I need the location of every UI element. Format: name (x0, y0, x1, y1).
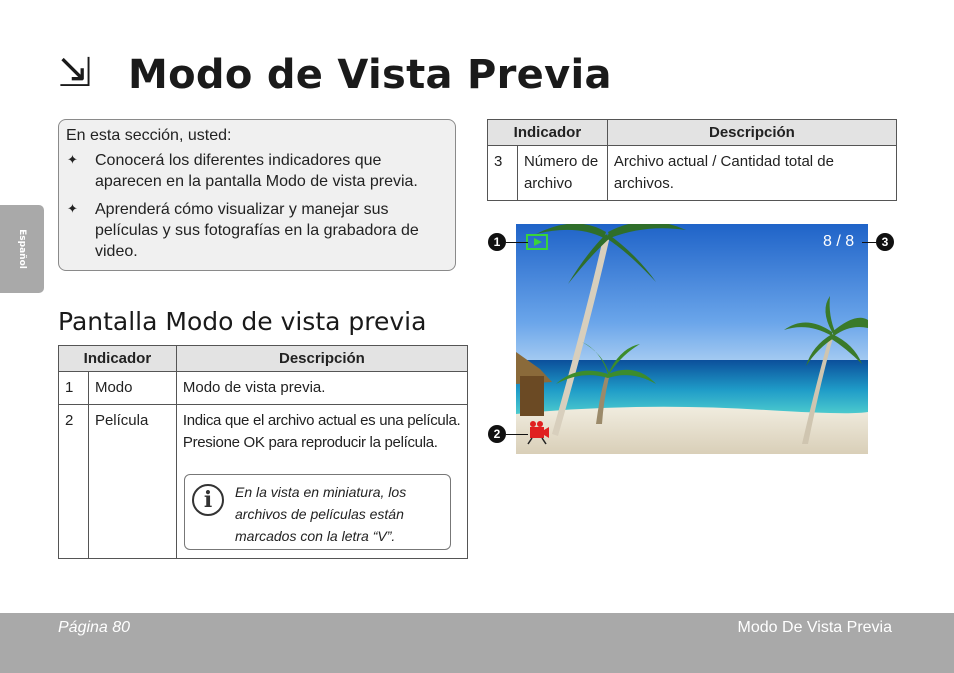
row-number: 2 (59, 405, 89, 559)
table-row (488, 146, 897, 201)
bullet-star-icon: ✦ (67, 153, 78, 168)
callout-line-2 (506, 434, 528, 435)
preview-screen-photo (516, 224, 868, 454)
header-description: Descripción (176, 346, 467, 372)
header-indicator: Indicador (59, 346, 177, 372)
footer-section-name: Modo De Vista Previa (737, 619, 892, 636)
intro-bullet-2: Aprenderá cómo visualizar y manejar sus películas y sus fotografías en la grabadora de video. (95, 201, 419, 260)
side-tab-label: Español (17, 229, 27, 269)
table-header-row (59, 346, 468, 372)
intro-lead: En esta sección, usted: (66, 127, 232, 144)
footer-page-number: Página 80 (58, 619, 131, 636)
callout-line-3 (862, 242, 876, 243)
row-indicator: Número de archivo (517, 146, 607, 201)
info-icon: i (192, 484, 224, 516)
callout-3: 3 (876, 233, 894, 251)
row-description-text: Indica que el archivo actual es una película. Presione OK para reproducir la película. (182, 412, 461, 451)
row-indicator: Película (88, 405, 176, 559)
language-side-tab (0, 205, 44, 293)
row-number: 3 (488, 146, 518, 201)
table-header-row (488, 120, 897, 146)
page-title: Modo de Vista Previa (128, 52, 612, 98)
table-row (59, 372, 468, 405)
callout-line-1 (506, 242, 528, 243)
section-heading: Pantalla Modo de vista previa (58, 307, 427, 336)
callout-1: 1 (488, 233, 506, 251)
arrow-icon: ⇲ (58, 50, 92, 96)
callout-2: 2 (488, 425, 506, 443)
file-counter: 8 / 8 (823, 233, 855, 250)
header-indicator: Indicador (488, 120, 608, 146)
indicator-table-right (487, 119, 897, 201)
beach-scene-image (516, 224, 868, 454)
row-description: Modo de vista previa. (176, 372, 467, 405)
row-number: 1 (59, 372, 89, 405)
note-text: En la vista en miniatura, los archivos de películas están marcados con la letra “V”. (235, 484, 407, 544)
row-indicator: Modo (88, 372, 176, 405)
intro-bullet-1: Conocerá los diferentes indicadores que aparecen en la pantalla Modo de vista previa. (95, 152, 418, 190)
row-description: Archivo actual / Cantidad total de archivos. (607, 146, 896, 201)
bullet-star-icon: ✦ (67, 202, 78, 217)
header-description: Descripción (607, 120, 896, 146)
